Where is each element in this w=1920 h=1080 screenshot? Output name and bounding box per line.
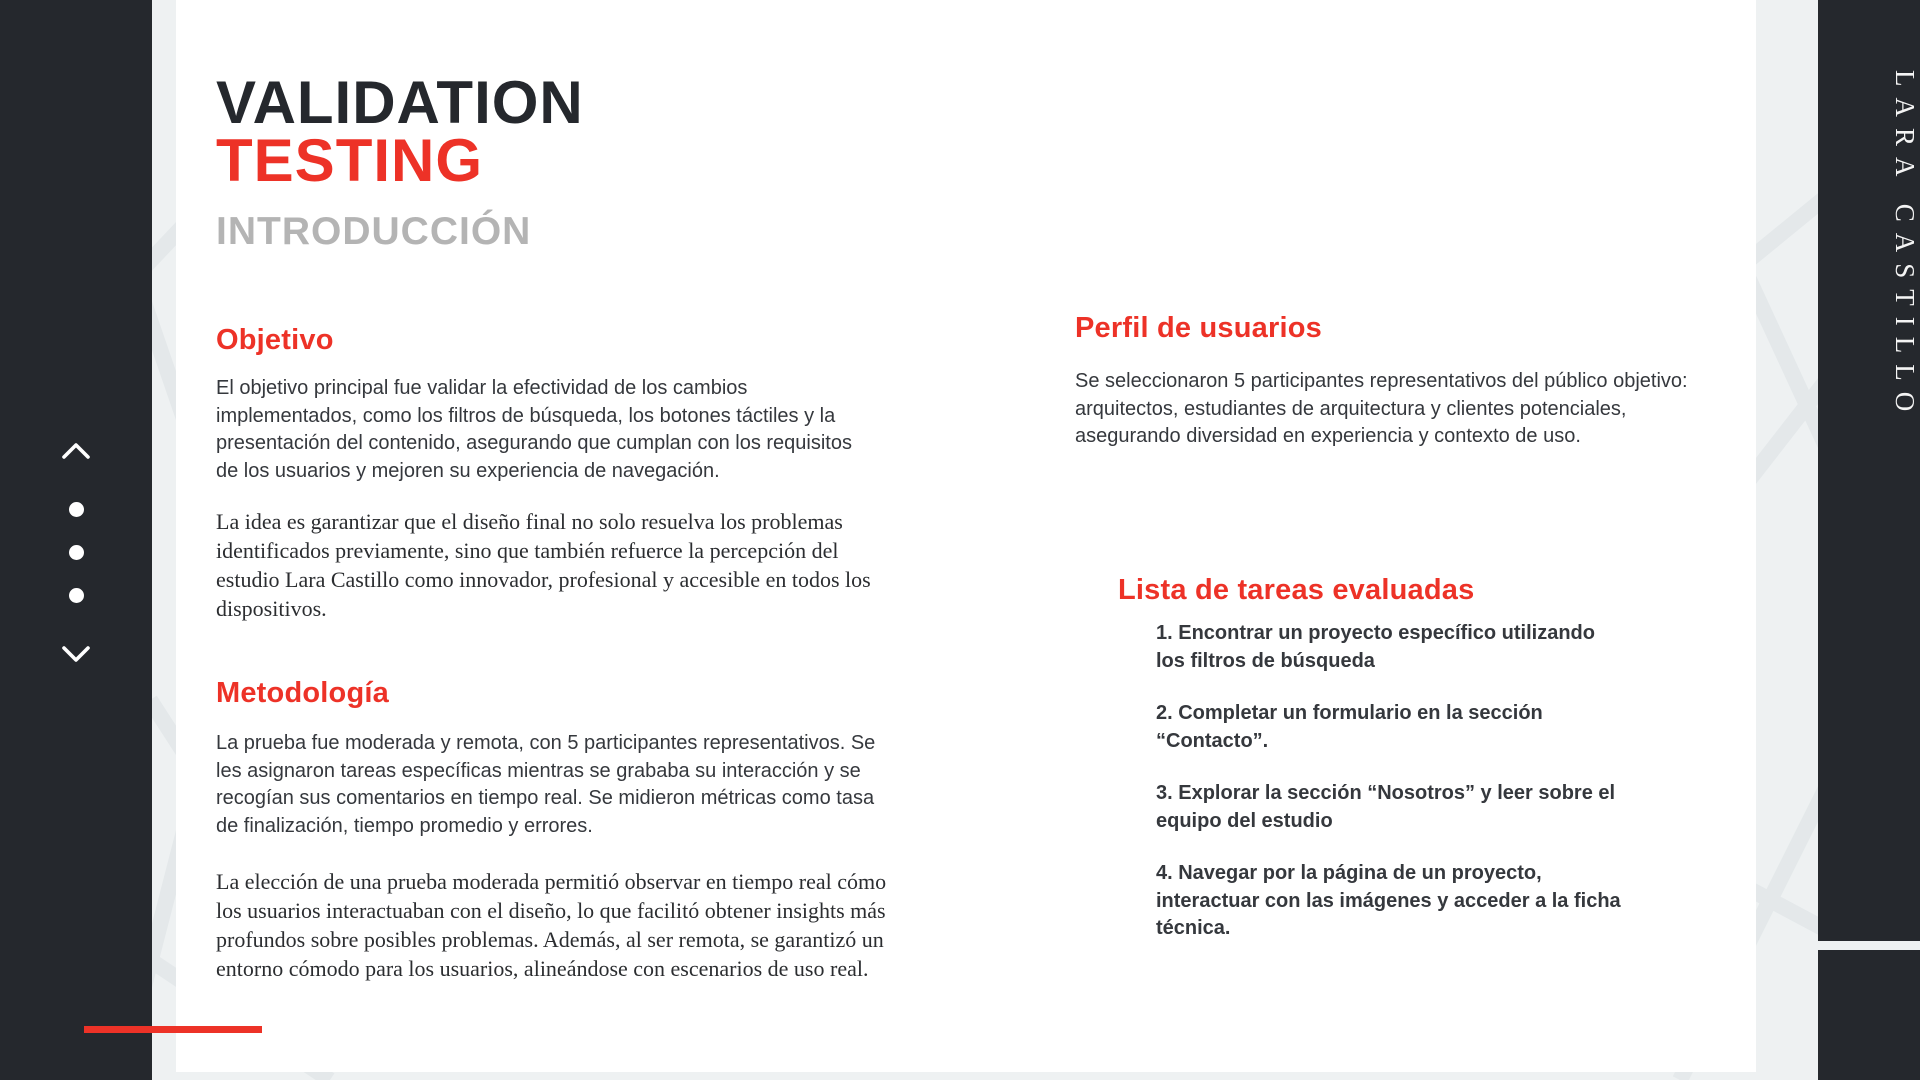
task-item: 4. Navegar por la página de un proyecto, interactuar con las imágenes y acceder a la ficha técnica. [1156,862,1621,939]
slide-title [216,69,584,194]
slide-title-line1: VALIDATION [216,69,584,137]
perfil-heading: Perfil de usuarios [1075,312,1322,345]
task-list [1156,620,1624,968]
metodologia-heading: Metodología [216,677,389,710]
task-item: 2. Completar un formulario en la sección “Contacto”. [1156,702,1543,752]
slide-dot[interactable] [69,545,84,560]
slide-dot[interactable] [69,502,84,517]
accent-line [84,1026,262,1033]
slide-dots [69,488,84,617]
next-slide-button[interactable] [59,643,93,665]
right-rail-divider-line [1818,941,1920,950]
chevron-up-icon [59,440,93,462]
slide-dot[interactable] [69,588,84,603]
tareas-heading: Lista de tareas evaluadas [1118,574,1475,607]
intro-heading: INTRODUCCIÓN [216,210,532,253]
chevron-down-icon [59,643,93,665]
objetivo-heading: Objetivo [216,324,334,357]
task-item: 3. Explorar la sección “Nosotros” y leer sobre el equipo del estudio [1156,782,1616,832]
objetivo-paragraph: El objetivo principal fue validar la efectividad de los cambios implementados, como los filtros de búsqueda, los botones táctiles y la presentación del contenido, asegurando que cumplan con los requisitos de los usuarios y mejoren su experiencia de navegación. [216,377,852,482]
previous-slide-button[interactable] [59,440,93,462]
objetivo-handwritten-note: La idea es garantizar que el diseño final no solo resuelva los problemas identificados previamente, sino que también refuerce la percepción del estudio Lara Castillo como innovador, profesional y accesible en todos los dispositivos. [216,509,871,621]
perfil-paragraph: Se seleccionaron 5 participantes representativos del público objetivo: arquitectos, estudiantes de arquitectura y clientes potenciales, asegurando diversidad en experiencia y contexto de uso. [1075,370,1688,447]
task-item: 1. Encontrar un proyecto específico utilizando los filtros de búsqueda [1156,622,1595,672]
right-rail [1818,0,1920,1080]
metodologia-handwritten-note: La elección de una prueba moderada permitió observar en tiempo real cómo los usuarios interactuaban con el diseño, lo que facilitó obtener insights más profundos sobre posibles problemas. Además, al ser remota, se garantizó un entorno cómodo para los usuarios, alineándose con escenarios de uso real. [216,869,887,981]
slide-navigation [0,440,152,665]
metodologia-paragraph: La prueba fue moderada y remota, con 5 participantes representativos. Se les asignaron tareas específicas mientras se grababa su interacción y se recogían sus comentarios en tiempo real. Se midieron métricas como tasa de finalización, tiempo promedio y errores. [216,732,876,837]
slide-title-line2: TESTING [216,126,484,194]
brand-name-vertical: LARA CASTILLO [1890,70,1920,423]
